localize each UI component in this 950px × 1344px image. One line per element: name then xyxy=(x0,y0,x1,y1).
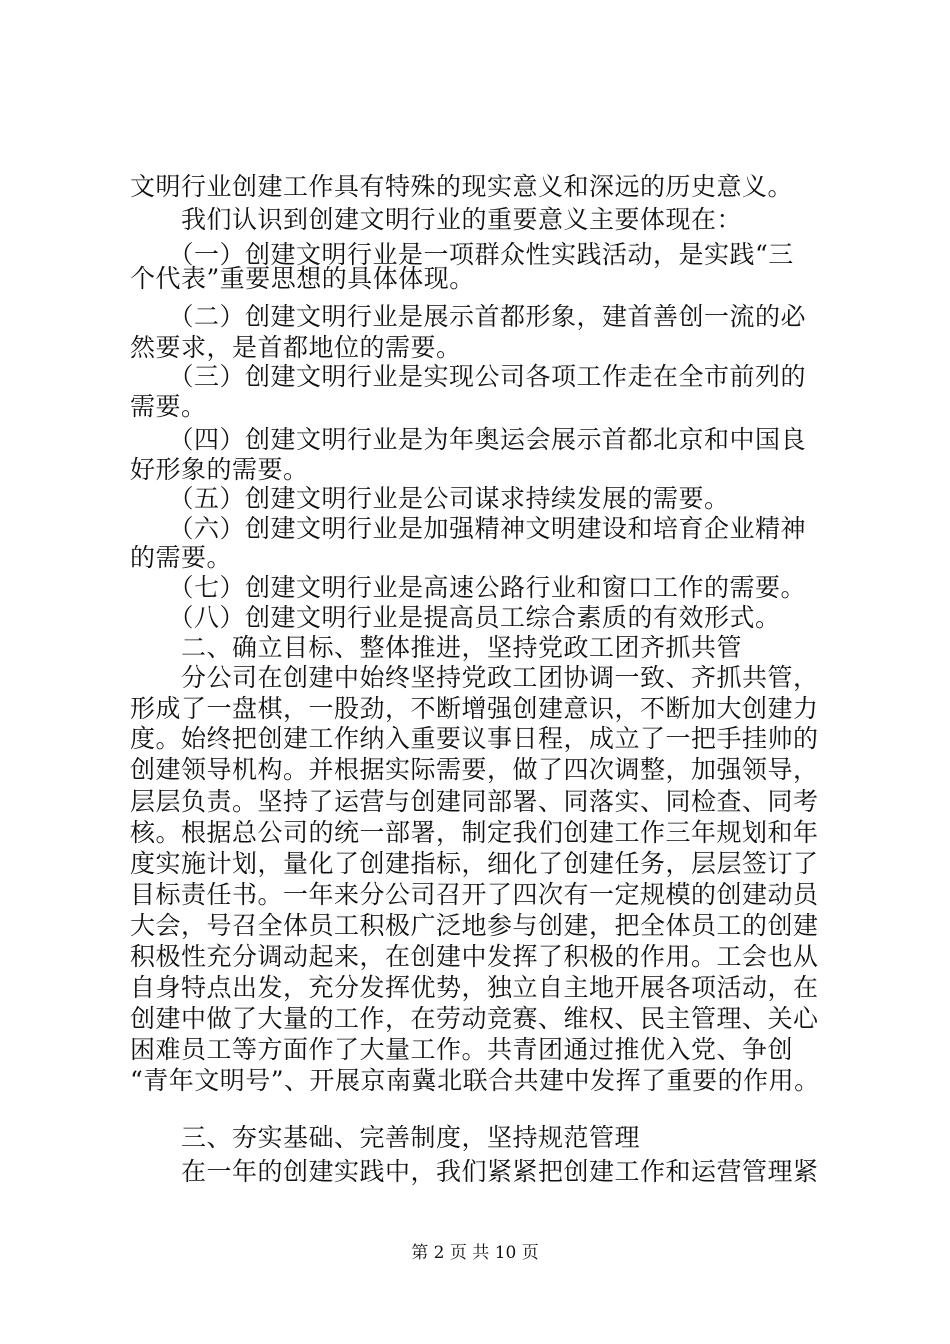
text-line: （三）创建文明行业是实现公司各项工作走在全市前列的 xyxy=(130,362,807,391)
text-line: 目标责任书。一年来分公司召开了四次有一定规模的创建动员 xyxy=(130,880,819,909)
text-line: （六）创建文明行业是加强精神文明建设和培育企业精神 xyxy=(130,514,807,543)
text-line: 好形象的需要。 xyxy=(130,455,309,484)
page-number-footer: 第 2 页 共 10 页 xyxy=(411,1243,539,1263)
text-line: 个代表”重要思想的具体体现。 xyxy=(130,264,475,293)
text-line: 我们认识到创建文明行业的重要意义主要体现在： xyxy=(130,205,743,234)
text-line: 文明行业创建工作具有特殊的现实意义和深远的历史意义。 xyxy=(130,172,794,201)
text-line: 在一年的创建实践中，我们紧紧把创建工作和运营管理紧 xyxy=(130,1157,819,1186)
text-line: 创建中做了大量的工作，在劳动竞赛、维权、民主管理、关心 xyxy=(130,1004,819,1033)
text-line: （一）创建文明行业是一项群众性实践活动，是实践“三 xyxy=(130,240,794,269)
text-line: 分公司在创建中始终坚持党政工团协调一致、齐抓共管， xyxy=(130,663,819,692)
text-line: 大会，号召全体员工积极广泛地参与创建，把全体员工的创建 xyxy=(130,911,819,940)
text-line: 困难员工等方面作了大量工作。共青团通过推优入党、争创 xyxy=(130,1035,794,1064)
text-line: 的需要。 xyxy=(130,543,233,572)
section-heading: 三、夯实基础、完善制度，坚持规范管理 xyxy=(130,1123,641,1152)
text-line: 然要求，是首都地位的需要。 xyxy=(130,333,462,362)
text-line: “青年文明号”、开展京南冀北联合共建中发挥了重要的作用。 xyxy=(130,1066,820,1095)
text-line: 度。始终把创建工作纳入重要议事日程，成立了一把手挂帅的 xyxy=(130,724,819,753)
text-line: 层层负责。坚持了运营与创建同部署、同落实、同检查、同考 xyxy=(130,787,819,816)
text-line: （七）创建文明行业是高速公路行业和窗口工作的需要。 xyxy=(130,573,807,602)
text-line: （八）创建文明行业是提高员工综合素质的有效形式。 xyxy=(130,603,781,632)
text-line: 自身特点出发，充分发挥优势，独立自主地开展各项活动，在 xyxy=(130,973,819,1002)
text-line: 需要。 xyxy=(130,392,207,421)
text-line: 度实施计划，量化了创建指标，细化了创建任务，层层签订了 xyxy=(130,849,819,878)
text-line: 积极性充分调动起来，在创建中发挥了积极的作用。工会也从 xyxy=(130,942,819,971)
text-line: （四）创建文明行业是为年奥运会展示首都北京和中国良 xyxy=(130,425,807,454)
text-line: 核。根据总公司的统一部署，制定我们创建工作三年规划和年 xyxy=(130,818,819,847)
text-line: 创建领导机构。并根据实际需要，做了四次调整，加强领导， xyxy=(130,755,819,784)
text-line: 形成了一盘棋，一股劲，不断增强创建意识，不断加大创建力 xyxy=(130,694,819,723)
text-line: （五）创建文明行业是公司谋求持续发展的需要。 xyxy=(130,484,730,513)
section-heading: 二、确立目标、整体推进，坚持党政工团齐抓共管 xyxy=(130,633,743,662)
text-line: （二）创建文明行业是展示首都形象，建首善创一流的必 xyxy=(130,302,807,331)
